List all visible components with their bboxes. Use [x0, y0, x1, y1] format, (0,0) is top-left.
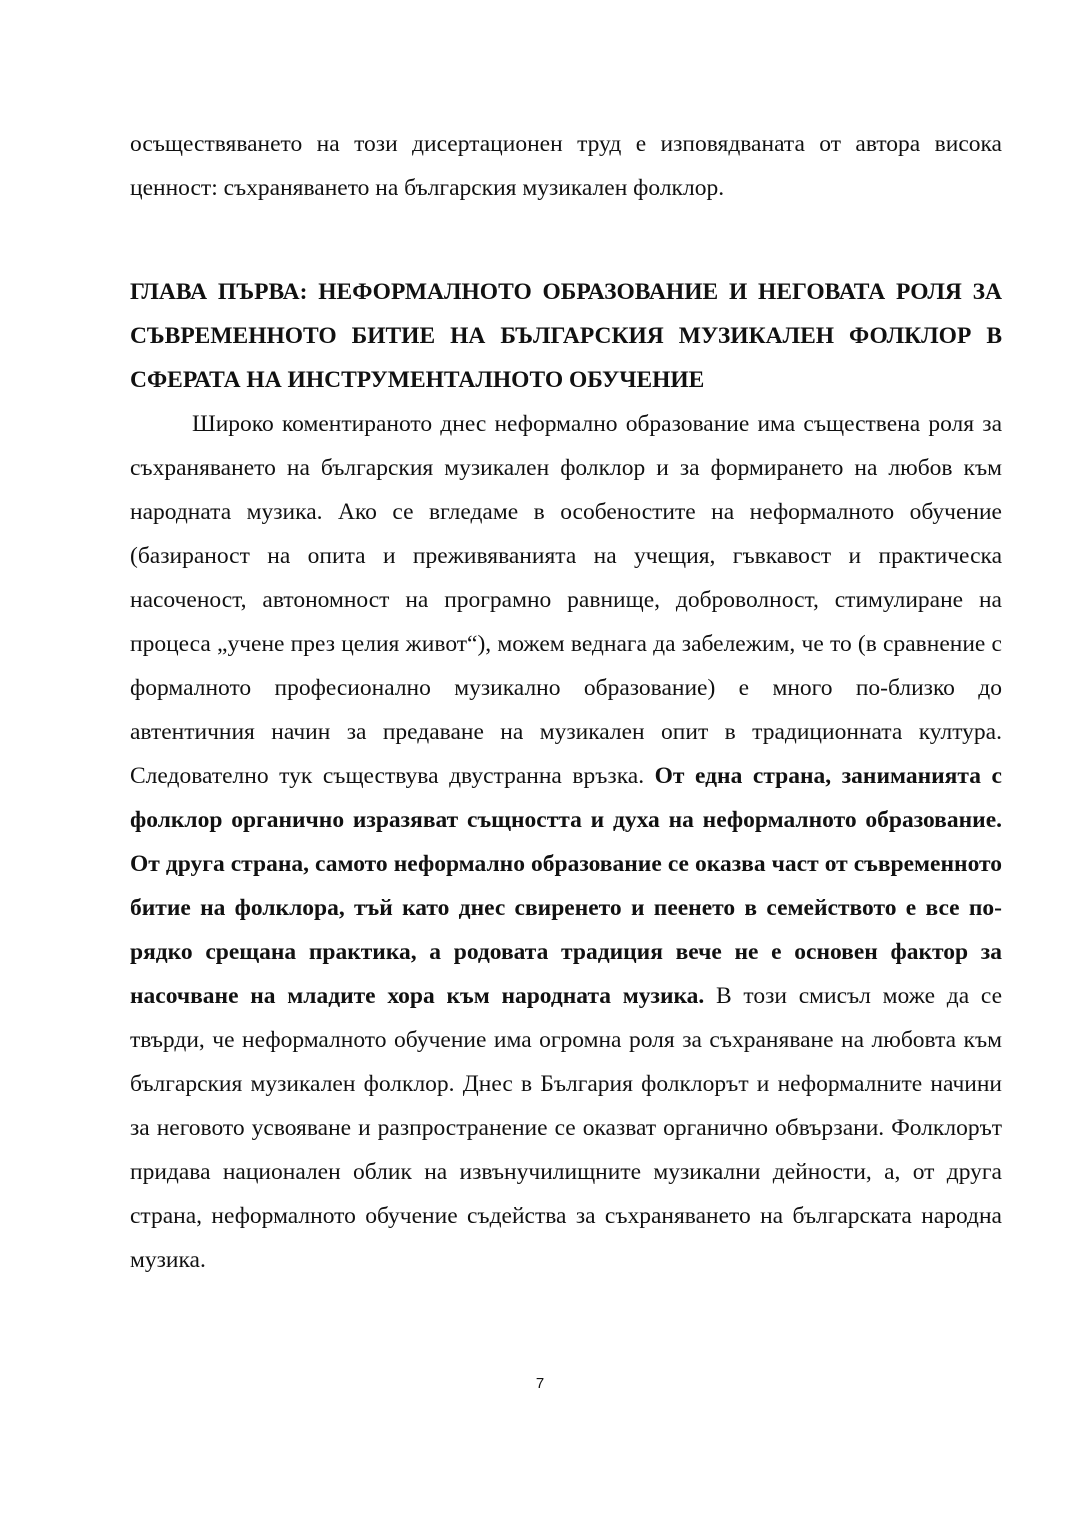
main-paragraph [130, 402, 1002, 1282]
main-paragraph-part-1: Широко коментираното днес неформално образование има съществена роля за съхраняването на българския музикален фолклор и за формирането на любов към народната музика. Ако се вгледаме в особеностите на неформалното обучение (базираност на опита и преживяванията на учещия, гъвкавост и практическа насоченост, автономност на програмно равнище, доброволност, стимулиране на процеса „учене през целия живот“), можем веднага да забележим, че то (в сравнение с формалното професионално музикално образование) е много по-близко до автентичния начин за предаване на музикален опит в традиционната култура. Следователно тук съществува двустранна връзка. [130, 411, 1002, 789]
chapter-heading: ГЛАВА ПЪРВА: НЕФОРМАЛНОТО ОБРАЗОВАНИЕ И НЕГОВАТА РОЛЯ ЗА СЪВРЕМЕННОТО БИТИЕ НА БЪЛГАРСКИЯ МУЗИКАЛЕН ФОЛКЛОР В СФЕРАТА НА ИНСТРУМЕНТАЛНОТО ОБУЧЕНИЕ [130, 279, 1002, 393]
intro-paragraph: осъществяването на този дисертационен труд е изповядваната от автора висока ценност: съхраняването на българския музикален фолклор. [130, 131, 1002, 201]
page-number: 7 [535, 1375, 545, 1392]
main-paragraph-bold-part: От една страна, заниманията с фолклор органично изразяват същността и духа на неформалното образование. От друга страна, самото неформално образование се оказва част от съвременното битие на фолклора, тъй като днес свиренето и пеенето в семейството е все по-рядко срещана практика, а родовата традиция вече не е основен фактор за насочване на младите хора към народната музика. [130, 763, 1002, 1009]
main-paragraph-part-3: В този смисъл може да се твърди, че неформалното обучение има огромна роля за съхраняване на любовта към българския музикален фолклор. Днес в България фолклорът и неформалните начини за неговото усвояване и разпространение се оказват органично обвързани. Фолклорът придава национален облик на извънучилищните музикални дейности, а, от друга страна, неформалното обучение съдейства за съхраняването на българската народна музика. [130, 983, 1003, 1273]
